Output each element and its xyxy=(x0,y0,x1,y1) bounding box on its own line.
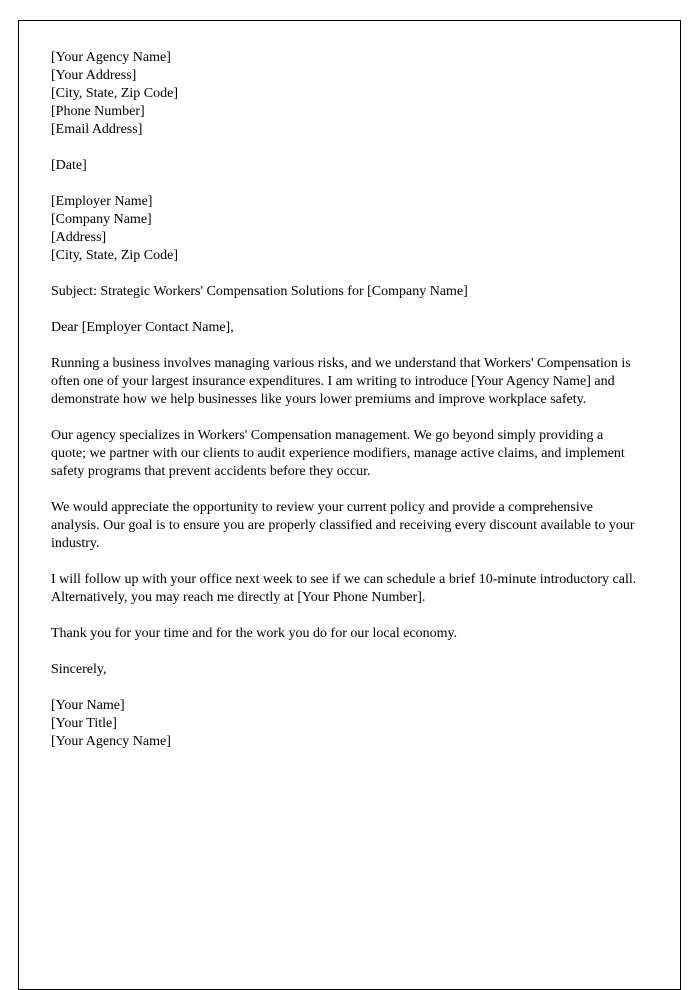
sender-address: [Your Address] xyxy=(51,68,137,83)
recipient-address: [Address] xyxy=(51,230,107,245)
salutation-line: Dear [Employer Contact Name], xyxy=(51,320,234,335)
signature-block xyxy=(51,697,638,751)
sender-email: [Email Address] xyxy=(51,122,143,137)
sender-city-state-zip: [City, State, Zip Code] xyxy=(51,86,179,101)
sender-address-block xyxy=(51,49,638,139)
body-paragraph-thank-you: Thank you for your time and for the work you do for our local economy. xyxy=(51,626,458,641)
sender-agency-name: [Your Agency Name] xyxy=(51,50,171,65)
subject-line: Subject: Strategic Workers' Compensation Solutions for [Company Name] xyxy=(51,284,468,299)
sender-phone: [Phone Number] xyxy=(51,104,145,119)
signature-agency-name: [Your Agency Name] xyxy=(51,734,171,749)
signature-name: [Your Name] xyxy=(51,698,125,713)
recipient-company-name: [Company Name] xyxy=(51,212,152,227)
body-paragraph-specialization: Our agency specializes in Workers' Compensation management. We go beyond simply providing a quote; we partner with our clients to audit experience modifiers, manage active claims, and implement safety programs that prevent accidents before they occur. xyxy=(51,428,625,479)
recipient-address-block xyxy=(51,193,638,265)
body-paragraph-intro: Running a business involves managing various risks, and we understand that Workers' Compensation is often one of your largest insurance expenditures. I am writing to introduce [Your Agency Name] and demonstrate how we help businesses like yours lower premiums and improve workplace safety. xyxy=(51,356,631,407)
body-paragraph-review-offer: We would appreciate the opportunity to review your current policy and provide a comprehensive analysis. Our goal is to ensure you are properly classified and receiving every discount available to your industry. xyxy=(51,500,635,551)
body-paragraph-follow-up: I will follow up with your office next week to see if we can schedule a brief 10-minute introductory call. Alternatively, you may reach me directly at [Your Phone Number]. xyxy=(51,572,637,605)
letter-document xyxy=(18,20,681,990)
recipient-city-state-zip: [City, State, Zip Code] xyxy=(51,248,179,263)
signature-title: [Your Title] xyxy=(51,716,117,731)
date-line: [Date] xyxy=(51,158,87,173)
recipient-employer-name: [Employer Name] xyxy=(51,194,153,209)
closing-line: Sincerely, xyxy=(51,662,107,677)
